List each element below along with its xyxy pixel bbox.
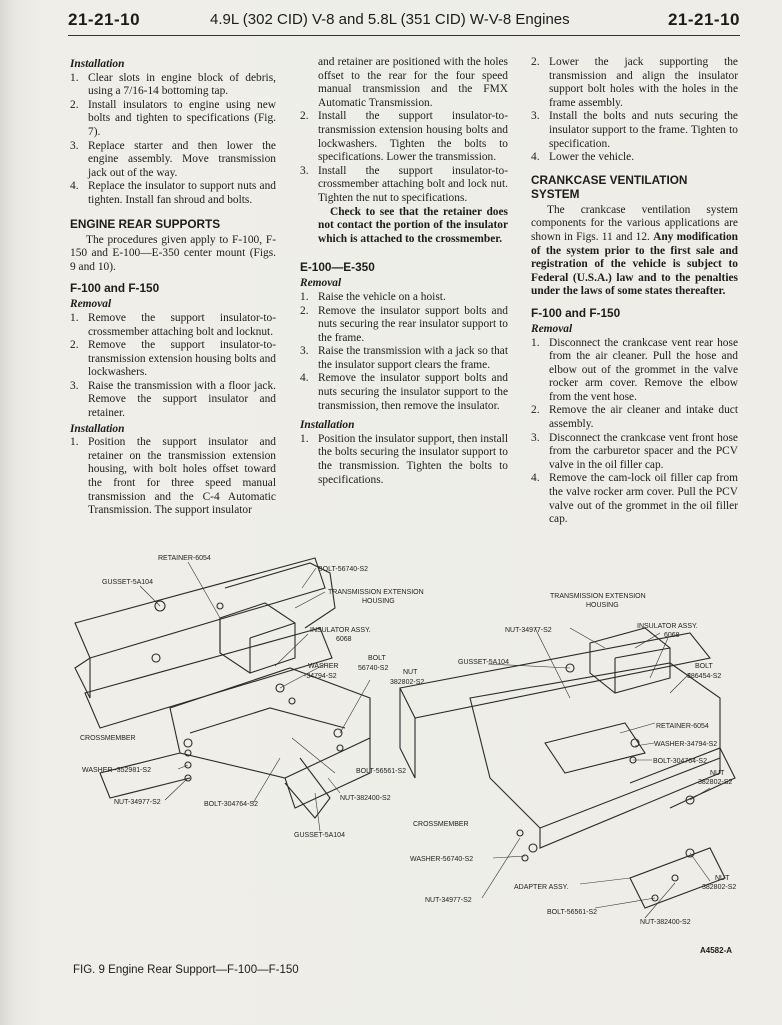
list-item: 3. Install the support insulator-to-crossmember attaching bolt and lock nut. Tighten the nut to specifications. bbox=[300, 164, 508, 204]
label-bolt-c: BOLT bbox=[368, 655, 386, 662]
crossmember-left bbox=[170, 668, 370, 778]
label-trans-ext: TRANSMISSION EXTENSION bbox=[328, 589, 424, 596]
header-rule bbox=[68, 35, 740, 36]
list-item: 4. Remove the cam-lock oil filler cap from the valve rocker arm cover. Pull the PCV valve out of the grommet in the oil filler cap. bbox=[531, 472, 738, 526]
label-nut-c: NUT bbox=[403, 669, 418, 676]
page-number-right: 21-21-10 bbox=[667, 10, 740, 29]
list-item: 2. Lower the jack supporting the transmission and align the insulator support bolt holes with the holes in the frame assembly. bbox=[531, 56, 738, 109]
list-item: 2. Remove the air cleaner and intake duct assembly. bbox=[531, 404, 738, 431]
label-nut-34977-right: NUT-34977-S2 bbox=[505, 627, 552, 634]
list-item: 1. Disconnect the crankcase vent rear hose from the air cleaner. Pull the hose and elbow out of the grommet in the valve rocker arm cover. Remove the elbow from the vent hose. bbox=[531, 336, 738, 403]
section-heading-crankcase: CRANKCASE VENTILATION SYSTEM bbox=[531, 172, 688, 201]
list-item: 3. Raise the transmission with a jack so that the insulator support clears the frame. bbox=[300, 345, 508, 371]
label-trans-ext-housing: HOUSING bbox=[362, 598, 395, 605]
label-washer-34794-right: WASHER-34794-S2 bbox=[654, 741, 718, 748]
subheading-installation: Installation bbox=[300, 419, 355, 432]
text-column-2 bbox=[300, 56, 508, 487]
section-heading-e100: E-100—E-350 bbox=[300, 260, 375, 275]
list-item: 4. Remove the insulator support bolts and nuts securing the insulator support to the transmission, then remove the insulator. bbox=[300, 372, 508, 412]
list-item: 2. Remove the support insulator-to-transmission extension housing bolts and lockwashers. bbox=[70, 339, 276, 379]
header-title: 4.9L (302 CID) V-8 and 5.8L (351 CID) W-V-8 Engines bbox=[210, 11, 570, 28]
label-gusset-bottom: GUSSET-5A104 bbox=[294, 832, 345, 839]
installation-list bbox=[70, 72, 276, 208]
page-number-left: 21-21-10 bbox=[68, 10, 141, 29]
list-item: 3. Replace starter and then lower the engine assembly. Move transmission jack out of the way. bbox=[70, 139, 276, 179]
label-trans-ext-right-housing: HOUSING bbox=[586, 602, 619, 609]
removal-list bbox=[531, 337, 738, 527]
label-bolt-56561: BOLT-56561-S2 bbox=[356, 768, 407, 775]
label-washer-352981: WASHER -352981-S2 bbox=[82, 767, 151, 774]
label-gusset-right: GUSSET-5A104 bbox=[458, 659, 509, 666]
text-column-1 bbox=[70, 56, 276, 518]
label-bolt-right-num: 386454-S2 bbox=[687, 673, 722, 680]
section-heading-f100: F-100 and F-150 bbox=[70, 281, 160, 296]
frame-rail-right bbox=[400, 633, 710, 718]
label-insulator-num: 6068 bbox=[336, 636, 352, 643]
label-washer-num: -34794-S2 bbox=[304, 673, 337, 680]
list-item: 3. Install the bolts and nuts securing the insulator support to the frame. Tighten to specification. bbox=[531, 110, 738, 150]
label-nut-c-num: 382802-S2 bbox=[390, 679, 425, 686]
subheading-installation-2: Installation bbox=[70, 422, 125, 435]
label-bolt: BOLT-56740-S2 bbox=[318, 566, 369, 573]
label-crossmember: CROSSMEMBER bbox=[80, 735, 136, 742]
label-insulator-right-num: 6068 bbox=[664, 632, 680, 639]
label-bolt-c-num: 56740-S2 bbox=[358, 665, 389, 672]
figure-engine-rear-support bbox=[70, 548, 740, 958]
label-insulator: INSULATOR ASSY. bbox=[310, 627, 371, 634]
exploded-view-diagram bbox=[70, 548, 740, 958]
install-list-continued bbox=[300, 110, 508, 205]
label-trans-ext-right: TRANSMISSION EXTENSION bbox=[550, 593, 646, 600]
label-nut-382400: NUT-382400-S2 bbox=[340, 795, 391, 802]
label-nut-right-2: NUT bbox=[715, 875, 730, 882]
label-adapter: ADAPTER ASSY. bbox=[514, 884, 569, 891]
label-nut-34977-right-2: NUT-34977-S2 bbox=[425, 897, 472, 904]
list-item: 4. Replace the insulator to support nuts and tighten. Install fan shroud and bolts. bbox=[70, 180, 276, 206]
label-washer: WASHER bbox=[308, 663, 339, 670]
list-item: 1. Position the support insulator and retainer on the transmission extension housing, with bolt holes offset toward the front for three speed manual transmission and the C-4 Automatic Transmission. The support insulator bbox=[70, 436, 276, 517]
list-item: 4. Lower the vehicle. bbox=[531, 151, 635, 164]
label-nut-right-2-num: 382802-S2 bbox=[702, 884, 737, 891]
label-crossmember-right: CROSSMEMBER bbox=[413, 821, 469, 828]
removal-list bbox=[300, 291, 508, 413]
paragraph: The crankcase ventilation system components for the various applications are shown in Figs. 11 and 12. Any modification of the system prior to the first sale and registration of the vehicle is subject to Federal (U.S.A.) law and to the penalties under the laws of some states thereafter. bbox=[531, 203, 738, 298]
label-washer-56740-right: WASHER-56740-S2 bbox=[410, 856, 474, 863]
section-heading-f100: F-100 and F-150 bbox=[531, 305, 621, 320]
list-item: 2. Install insulators to engine using new bolts and tighten to specifications (Fig. 7). bbox=[70, 98, 276, 138]
list-item: 3. Disconnect the crankcase vent front hose from the carburetor spacer and the PCV valve in the oil filler cap. bbox=[531, 431, 738, 471]
label-bolt-304764-right: BOLT-304764-S2 bbox=[653, 758, 707, 765]
label-nut-right: NUT bbox=[710, 770, 725, 777]
figure-id: A4582-A bbox=[700, 946, 733, 955]
label-bolt-right: BOLT bbox=[695, 663, 713, 670]
section-heading-rear-supports: ENGINE REAR SUPPORTS bbox=[70, 216, 221, 231]
label-retainer-right: RETAINER-6054 bbox=[656, 723, 709, 730]
caution-note: Check to see that the retainer does not contact the portion of the insulator which is attached to the crossmember. bbox=[318, 205, 508, 245]
label-retainer: RETAINER-6054 bbox=[158, 555, 211, 562]
label-insulator-right: INSULATOR ASSY. bbox=[637, 623, 698, 630]
label-nut-382400-right: NUT-382400-S2 bbox=[640, 919, 691, 926]
label-nut-right-num: 382802-S2 bbox=[698, 779, 733, 786]
list-item: 2. Install the support insulator-to-transmission extension housing bolts and lockwashers. Tighten the bolts to specifications. Lower the transmission. bbox=[300, 110, 508, 164]
frame-rail-left-top bbox=[75, 558, 325, 658]
installation-list-2 bbox=[70, 436, 276, 518]
retainer-right bbox=[545, 723, 645, 773]
label-nut-34977: NUT-34977-S2 bbox=[114, 799, 161, 806]
paragraph: and retainer are positioned with the holes offset to the rear for the four speed manual transmission and the FMX Automatic Transmission. bbox=[318, 56, 508, 109]
removal-list bbox=[70, 312, 276, 421]
installation-list bbox=[300, 433, 508, 487]
subheading-installation: Installation bbox=[70, 58, 125, 70]
list-item: 1. Clear slots in engine block of debris, using a 7/16-14 bottoming tap. bbox=[70, 71, 276, 98]
subheading-removal: Removal bbox=[300, 277, 342, 290]
label-gusset: GUSSET-5A104 bbox=[102, 579, 153, 586]
text-column-3 bbox=[531, 56, 738, 527]
list-item: 1. Remove the support insulator-to-crossmember attaching bolt and locknut. bbox=[70, 311, 276, 338]
list-item: 1. Raise the vehicle on a hoist. bbox=[300, 290, 446, 303]
figure-caption: FIG. 9 Engine Rear Support—F-100—F-150 bbox=[73, 964, 299, 976]
list-item: 2. Remove the insulator support bolts and nuts securing the rear insulator support to the frame. bbox=[300, 304, 508, 344]
list-item: 1. Position the insulator support, then install the bolts securing the insulator support to the transmission. Tighten the bolts to specifications. bbox=[300, 432, 508, 486]
page-header bbox=[60, 8, 740, 34]
subheading-removal: Removal bbox=[531, 322, 573, 335]
paragraph: The procedures given apply to F-100, F-150 and E-100—E-350 center mount (Figs. 9 and 10). bbox=[70, 233, 276, 273]
label-bolt-304764: BOLT-304764-S2 bbox=[204, 801, 258, 808]
install-list-continued bbox=[531, 56, 738, 165]
list-item: 3. Raise the transmission with a floor jack. Remove the support insulator and retainer. bbox=[70, 379, 276, 420]
label-bolt-56561-right: BOLT-56561-S2 bbox=[547, 909, 598, 916]
subheading-removal: Removal bbox=[70, 298, 112, 311]
